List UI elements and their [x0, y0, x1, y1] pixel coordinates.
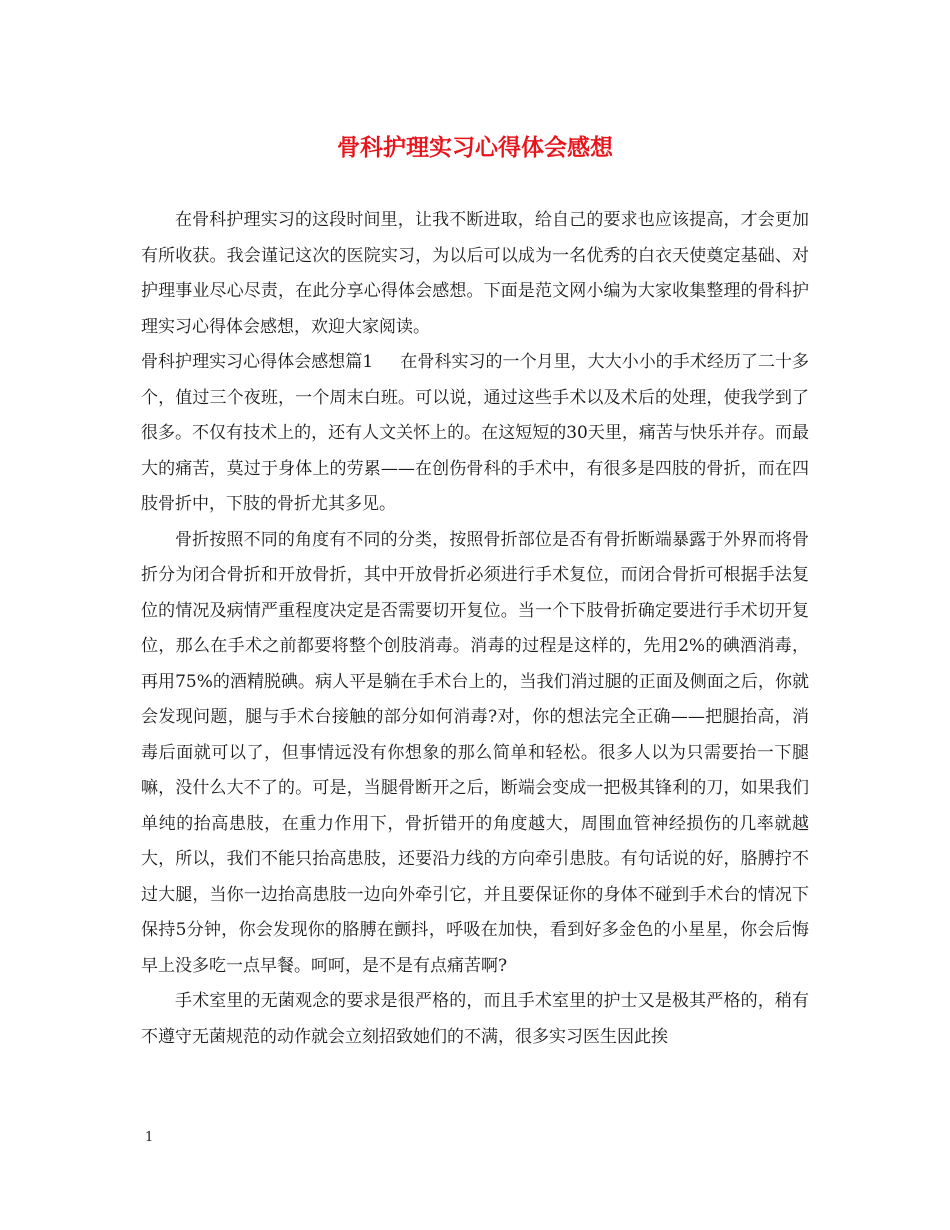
section-paragraph-3: 手术室里的无菌观念的要求是很严格的，而且手术室里的护士又是极其严格的，稍有不遵守无菌规范的动作就会立刻招致她们的不满，很多实习医生因此挨 [141, 991, 809, 1047]
section-paragraph-1 [141, 345, 809, 523]
page-number: 1 [145, 1130, 154, 1145]
intro-paragraph: 在骨科护理实习的这段时间里，让我不断进取，给自己的要求也应该提高，才会更加有所收获。我会谨记这次的医院实习，为以后可以成为一名优秀的白衣天使奠定基础、对护理事业尽心尽责，在此分享心得体会感想。下面是范文网小编为大家收集整理的骨科护理实习心得体会感想，欢迎大家阅读。 [141, 210, 809, 337]
section-paragraph-1-text: 在骨科实习的一个月里，大大小小的手术经历了二十多个，值过三个夜班，一个周末白班。可以说，通过这些手术以及术后的处理，使我学到了很多。不仅有技术上的，还有人文关怀上的。在这短短的30天里，痛苦与快乐并存。而最大的痛苦，莫过于身体上的劳累——在创伤骨科的手术中，有很多是四肢的骨折，而在四肢骨折中，下肢的骨折尤其多见。 [141, 352, 809, 514]
document-body [141, 203, 809, 1055]
document-title: 骨科护理实习心得体会感想 [337, 134, 613, 161]
section-heading: 骨科护理实习心得体会感想篇1 [141, 352, 374, 372]
section-paragraph-2: 骨折按照不同的角度有不同的分类，按照骨折部位是否有骨折断端暴露于外界而将骨折分为闭合骨折和开放骨折，其中开放骨折必须进行手术复位，而闭合骨折可根据手法复位的情况及病情严重程度决定是否需要切开复位。当一个下肢骨折确定要进行手术切开复位，那么在手术之前都要将整个创肢消毒。消毒的过程是这样的，先用2%的碘酒消毒，再用75%的酒精脱碘。病人平是躺在手术台上的，当我们消过腿的正面及侧面之后，你就会发现问题，腿与手术台接触的部分如何消毒?对，你的想法完全正确——把腿抬高，消毒后面就可以了，但事情远没有你想象的那么简单和轻松。很多人以为只需要抬一下腿嘛，没什么大不了的。可是，当腿骨断开之后，断端会变成一把极其锋利的刀，如果我们单纯的抬高患肢，在重力作用下，骨折错开的角度越大，周围血管神经损伤的几率就越大，所以，我们不能只抬高患肢，还要沿力线的方向牵引患肢。有句话说的好，胳膊拧不过大腿，当你一边抬高患肢一边向外牵引它，并且要保证你的身体不碰到手术台的情况下保持5分钟，你会发现你的胳膊在颤抖，呼吸在加快，看到好多金色的小星星，你会后悔早上没多吃一点早餐。呵呵，是不是有点痛苦啊? [141, 529, 809, 976]
